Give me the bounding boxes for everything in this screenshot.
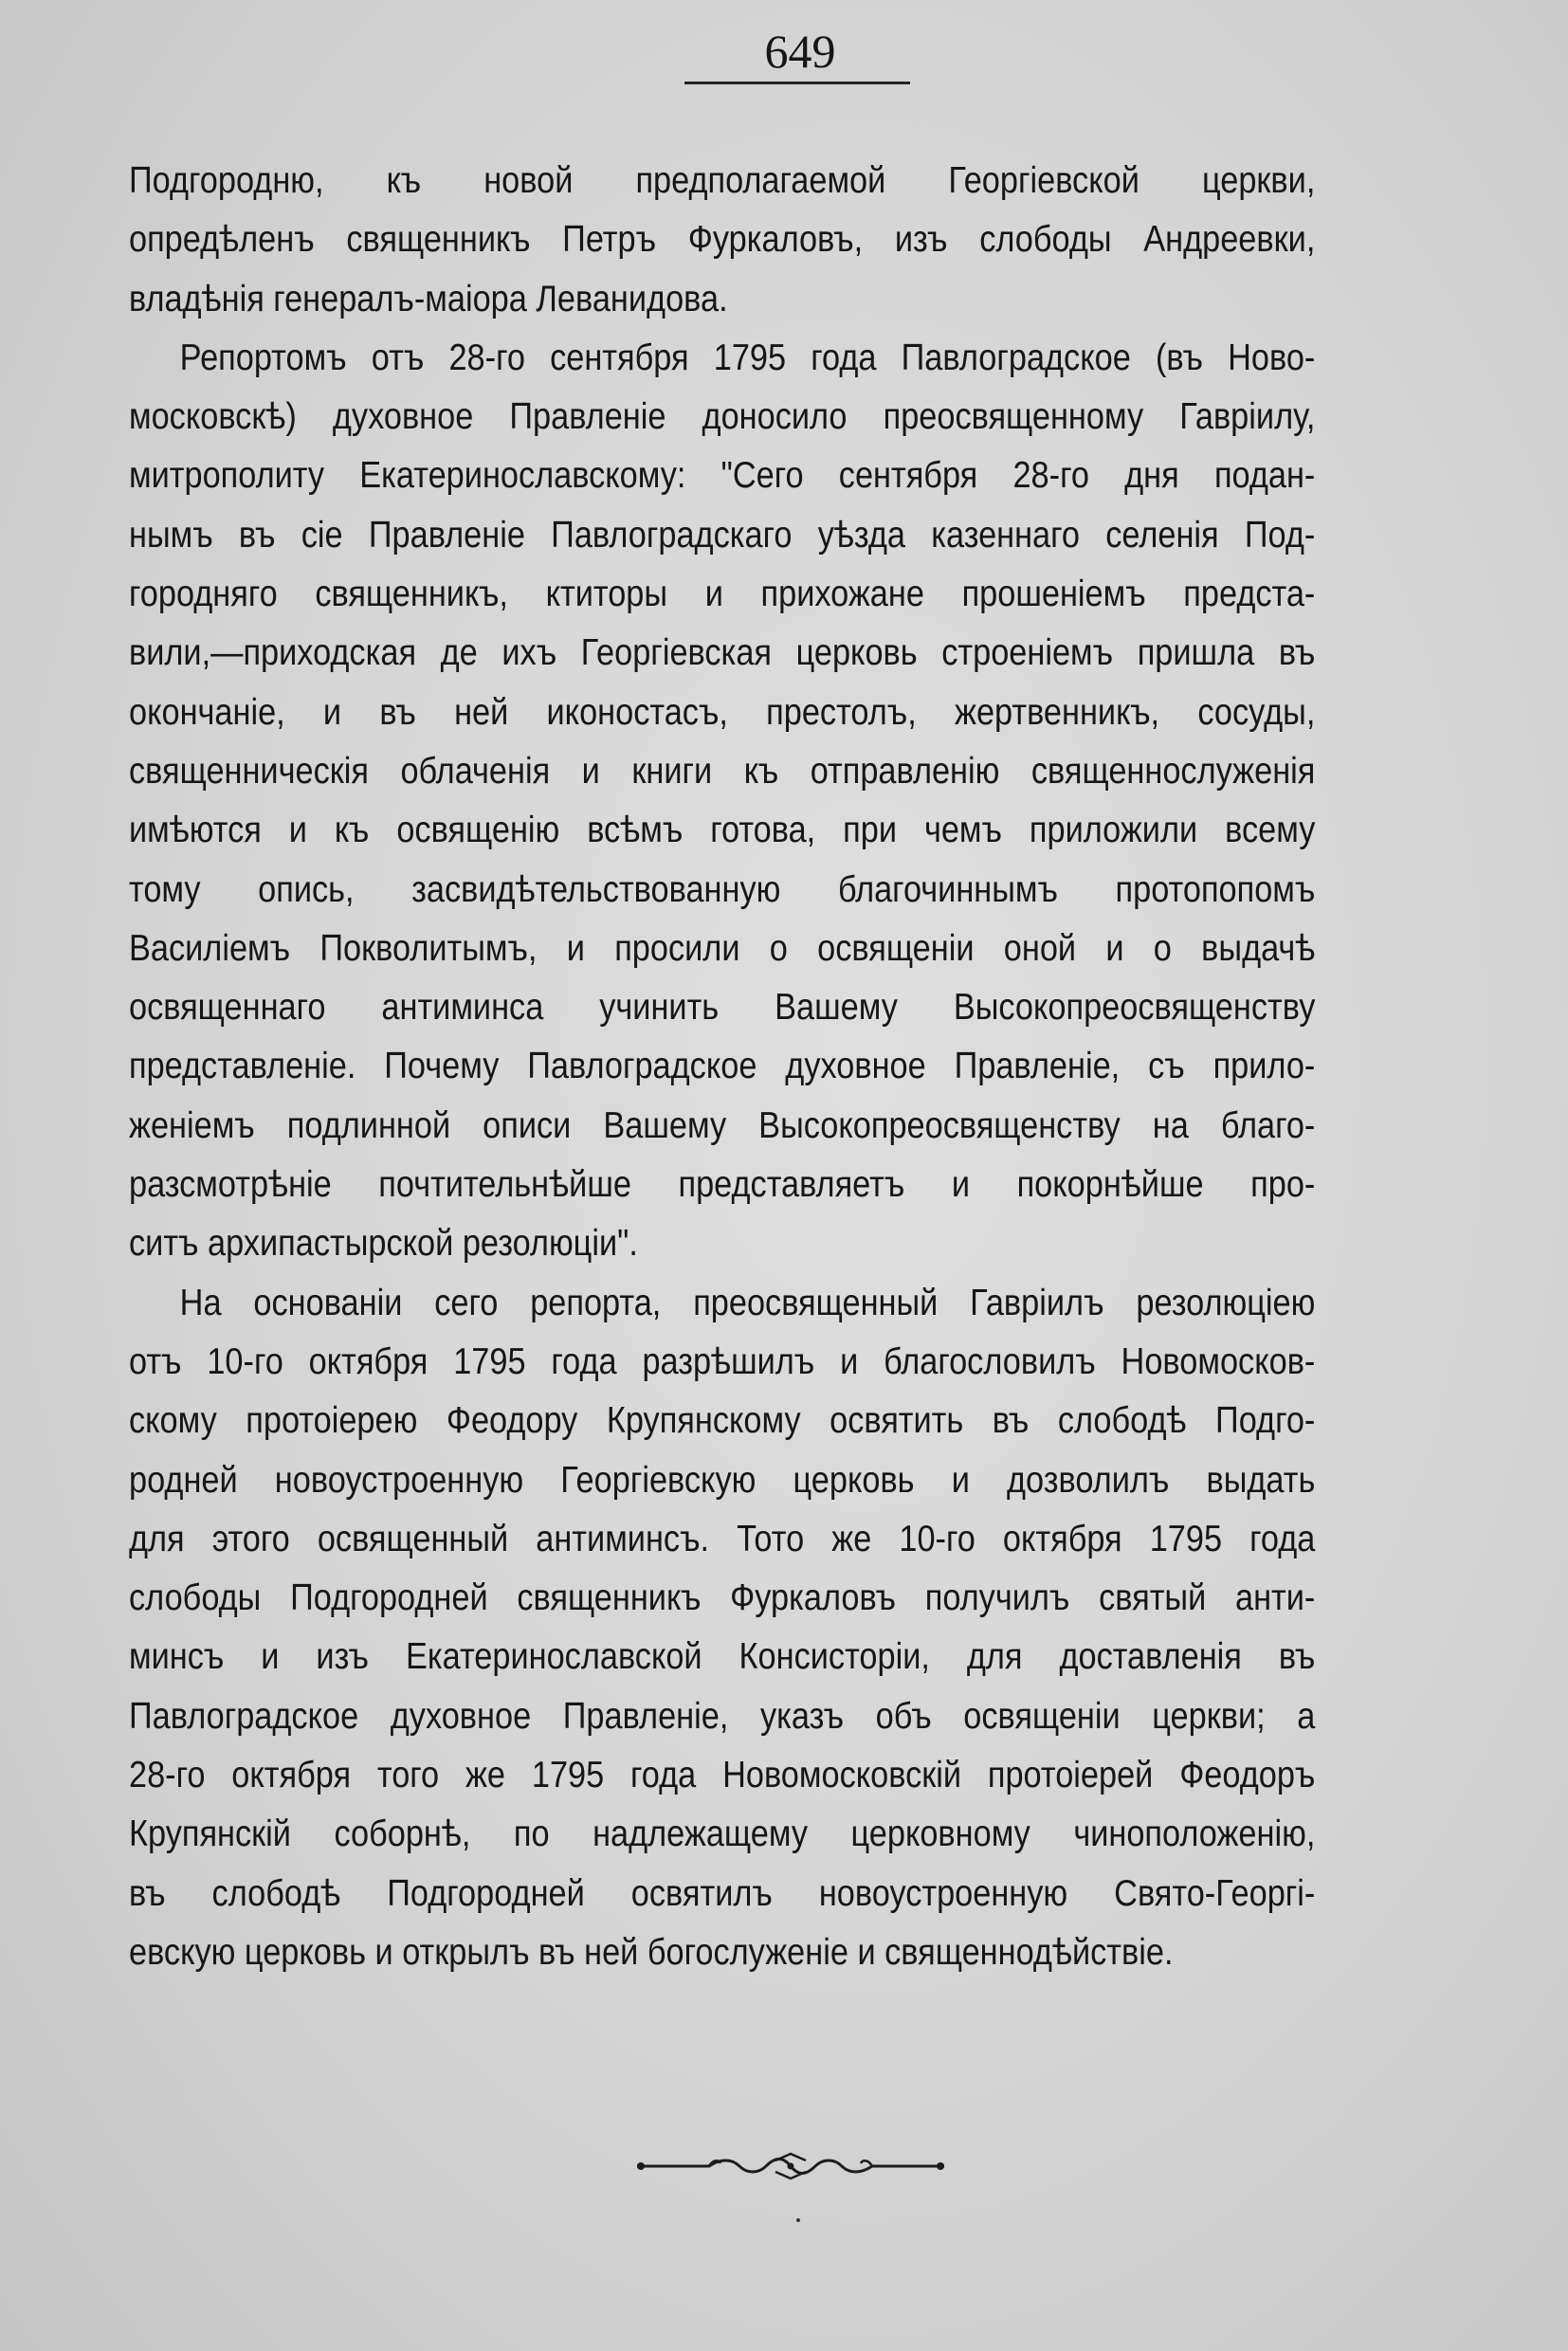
text-line: Крупянскій соборнѣ, по надлежащему церковному чиноположенію, (129, 1813, 1316, 1855)
text-line: На основаніи сего репорта, преосвященный Гавріилъ резолюціею (179, 1282, 1316, 1323)
text-line: Павлоградское духовное Правленіе, указъ объ освященіи церкви; а (129, 1695, 1316, 1737)
text-line: для этого освященный антиминсъ. Тото же 10-го октября 1795 года (129, 1518, 1316, 1559)
text-line: 28-го октября того же 1795 года Новомосковскій протоіерей Феодоръ (129, 1755, 1316, 1796)
text-line: Подгородню, къ новой предполагаемой Георгіевской церкви, (129, 160, 1316, 201)
text-line: вили,—приходская де ихъ Георгіевская церковь строеніемъ пришла въ (129, 632, 1316, 674)
text-line: представленіе. Почему Павлоградское духовное Правленіе, съ прило- (129, 1046, 1316, 1087)
text-line: митрополиту Екатеринославскому: "Сего сентября 28-го дня подан- (129, 455, 1316, 497)
page-number-rule (684, 82, 910, 84)
text-line: опредѣленъ священникъ Петръ Фуркаловъ, изъ слободы Андреевки, (129, 219, 1316, 261)
text-line: освященнаго антиминса учинить Вашему Высокопреосвященству (129, 987, 1316, 1029)
text-line: скому протоіерею Феодору Крупянскому освятить въ слободѣ Подго- (129, 1400, 1316, 1442)
text-line: въ слободѣ Подгородней освятилъ новоустроенную Свято-Георгі- (129, 1872, 1316, 1914)
text-line: владѣнія генералъ-маіора Леванидова. (129, 278, 728, 319)
text-line: Репортомъ отъ 28-го сентября 1795 года Павлоградское (въ Ново- (179, 337, 1316, 378)
text-line: разсмотрѣніе почтительнѣйше представляетъ и покорнѣйше про- (129, 1164, 1316, 1206)
text-line: слободы Подгородней священникъ Фуркаловъ получилъ святый анти- (129, 1577, 1316, 1619)
ornament-divider-icon (633, 2150, 948, 2182)
text-line: священническія облаченія и книги къ отправленію священнослуженія (129, 750, 1316, 792)
text-line: ситъ архипастырской резолюціи". (129, 1223, 638, 1265)
text-line: нымъ въ сіе Правленіе Павлоградскаго уѣзда казеннаго селенія Под- (129, 514, 1316, 556)
body-text (129, 152, 1315, 1982)
text-line: Василіемъ Покволитымъ, и просили о освященіи оной и о выдачѣ (129, 927, 1316, 969)
ornament-dot (796, 2218, 800, 2222)
text-line: окончаніе, и въ ней иконостасъ, престолъ, жертвенникъ, сосуды, (129, 691, 1316, 733)
page-number: 649 (764, 25, 836, 78)
text-line: евскую церковь и открылъ въ ней богослуженіе и священнодѣйствіе. (129, 1931, 1174, 1973)
text-line: женіемъ подлинной описи Вашему Высокопреосвященству на благо- (129, 1104, 1316, 1146)
text-line: родней новоустроенную Георгіевскую церковь и дозволилъ выдать (129, 1459, 1316, 1501)
text-line: имѣются и къ освященію всѣмъ готова, при чемъ приложили всему (129, 810, 1316, 851)
text-line: московскѣ) духовное Правленіе доносило преосвященному Гавріилу, (129, 396, 1316, 438)
text-line: отъ 10-го октября 1795 года разрѣшилъ и благословилъ Новомосков- (129, 1340, 1316, 1382)
text-line: городняго священникъ, ктиторы и прихожане прошеніемъ предста- (129, 574, 1316, 615)
text-line: минсъ и изъ Екатеринославской Консисторіи, для доставленія въ (129, 1636, 1316, 1678)
text-line: тому опись, засвидѣтельствованную благочиннымъ протопопомъ (129, 868, 1316, 910)
